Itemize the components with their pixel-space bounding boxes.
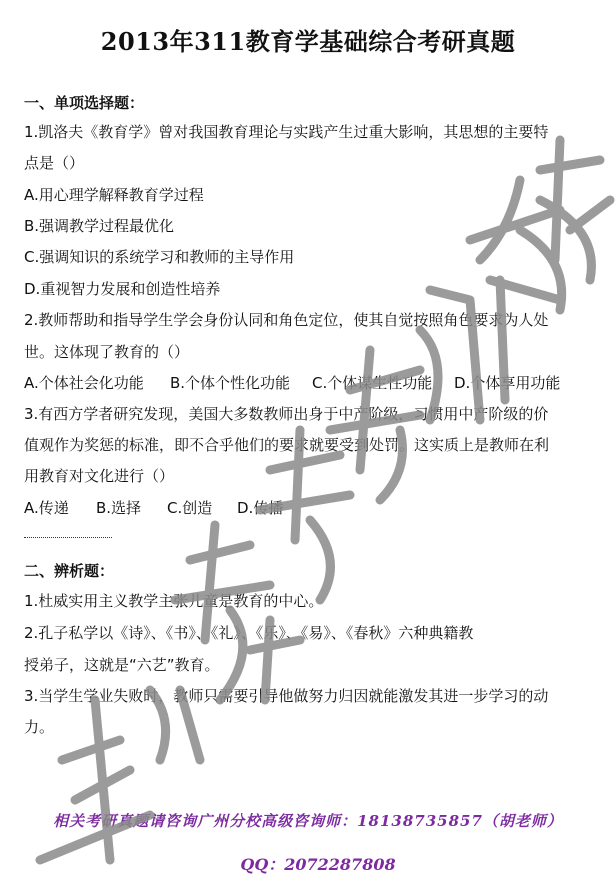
section-heading-analysis: 二、辨析题： — [24, 562, 115, 580]
section-heading-single-choice: 一、单项选择题： — [24, 94, 145, 112]
question-3-options — [24, 497, 283, 518]
question-1-option-c: C.强调知识的系统学习和教师的主导作用 — [24, 248, 295, 266]
question-3-option-d: D.传播 — [237, 499, 284, 517]
question-3-option-b: B.选择 — [96, 499, 142, 517]
question-2-options — [24, 372, 560, 393]
question-3-option-a: A.传递 — [24, 499, 69, 517]
question-1-option-d: D.重视智力发展和创造性培养 — [24, 280, 221, 298]
question-3-option-c: C.创造 — [167, 499, 213, 517]
contact-qq-line: QQ：2072287808 — [240, 855, 396, 874]
question-3-text-cont: 值观作为奖惩的标准，即不合乎他们的要求就要受到处罚。这实质上是教师在利 — [24, 436, 550, 454]
question-2-option-d: D.个体享用功能 — [454, 374, 561, 392]
question-3-text-cont2: 用教育对文化进行（） — [24, 467, 175, 485]
page-title: 2013年311教育学基础综合考研真题 — [100, 27, 516, 56]
analysis-question-3-cont: 力。 — [24, 718, 55, 736]
question-2-option-a: A.个体社会化功能 — [24, 374, 144, 392]
analysis-question-2: 2.孔子私学以《诗》、《书》、《礼》、《乐》、《易》、《春秋》六种典籍教 — [24, 624, 474, 642]
analysis-question-2-cont: 授弟子，这就是“六艺”教育。 — [24, 656, 220, 674]
question-2-text-cont: 世。这体现了教育的（） — [24, 343, 190, 361]
question-1-option-b: B.强调教学过程最优化 — [24, 217, 175, 235]
question-2-option-c: C.个体谋生性功能 — [312, 374, 433, 392]
analysis-question-1: 1.杜威实用主义教学主张儿童是教育的中心。 — [24, 592, 324, 610]
analysis-question-3: 3.当学生学业失败时，教师只需要引导他做努力归因就能激发其进一步学习的动 — [24, 687, 549, 705]
question-2-text: 2.教师帮助和指导学生学会身份认同和角色定位，使其自觉按照角色要求为人处 — [24, 311, 549, 329]
question-3-text: 3.有西方学者研究发现，美国大多数教师出身于中产阶级，习惯用中产阶级的价 — [24, 405, 549, 423]
contact-phone-line: 相关考研真题请咨询广州分校高级咨询师：18138735857（胡老师） — [53, 812, 563, 830]
question-1-text-cont: 点是（） — [24, 154, 85, 172]
section-divider — [24, 537, 112, 538]
question-1-option-a: A.用心理学解释教育学过程 — [24, 186, 204, 204]
question-1-text: 1.凯洛夫《教育学》曾对我国教育理论与实践产生过重大影响，其思想的主要特 — [24, 123, 549, 141]
question-2-option-b: B.个体个性化功能 — [170, 374, 291, 392]
